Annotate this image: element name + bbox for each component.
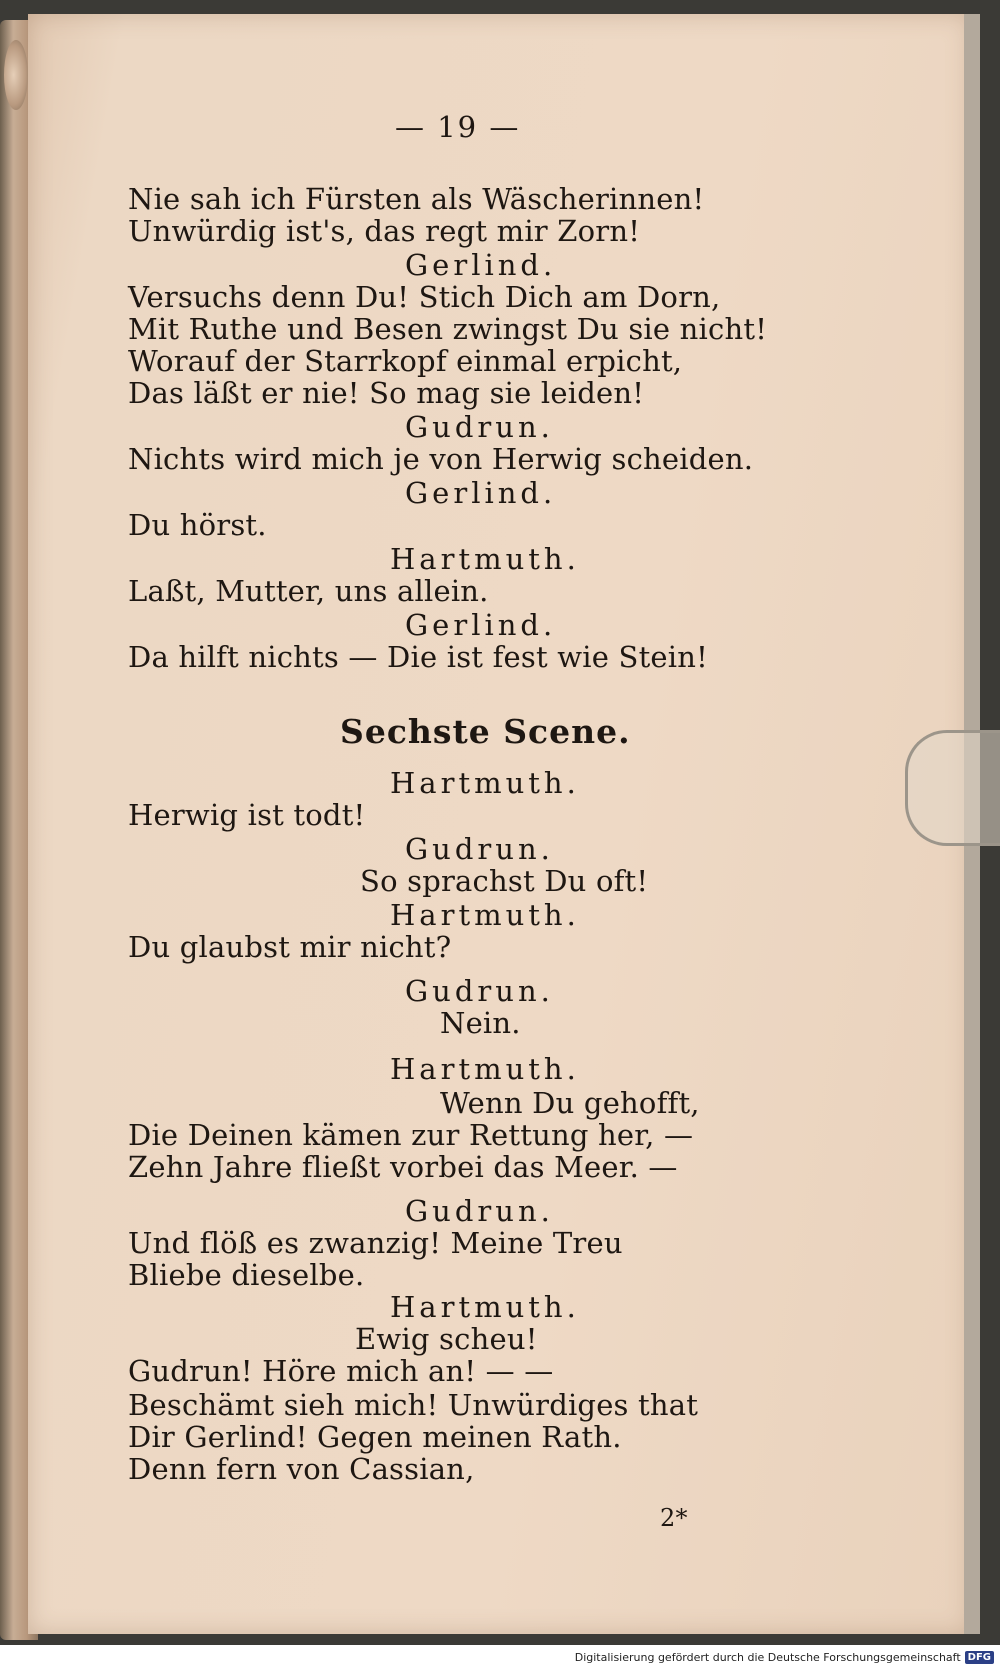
verse-line: Worauf der Starrkopf einmal erpicht,: [128, 344, 683, 378]
speaker-name: Hartmuth.: [390, 1290, 580, 1324]
speaker-name: Gudrun.: [405, 1194, 554, 1228]
verse-line: Unwürdig ist's, das regt mir Zorn!: [128, 214, 641, 248]
verse-line: Zehn Jahre fließt vorbei das Meer. —: [128, 1150, 678, 1184]
speaker-name: Hartmuth.: [390, 766, 580, 800]
verse-line: Laßt, Mutter, uns allein.: [128, 574, 489, 608]
verse-line: Beschämt sieh mich! Unwürdiges that: [128, 1388, 699, 1422]
speaker-name: Gerlind.: [405, 476, 557, 510]
verse-line: So sprachst Du oft!: [360, 864, 649, 898]
verse-line: Du hörst.: [128, 508, 267, 542]
verse-line: Du glaubst mir nicht?: [128, 930, 452, 964]
speaker-name: Gerlind.: [405, 248, 557, 282]
speaker-name: Gerlind.: [405, 608, 557, 642]
verse-line: Wenn Du gehofft,: [440, 1086, 700, 1120]
signature-mark: 2*: [660, 1504, 688, 1532]
verse-line: Herwig ist todt!: [128, 798, 366, 832]
verse-line: Gudrun! Höre mich an! — —: [128, 1354, 554, 1388]
speaker-name: Hartmuth.: [390, 898, 580, 932]
verse-line: Da hilft nichts — Die ist fest wie Stein!: [128, 640, 708, 674]
page-number: — 19 —: [395, 110, 521, 144]
scene-heading: Sechste Scene.: [340, 712, 631, 751]
page-curl: [4, 40, 28, 110]
credit-text: Digitalisierung gefördert durch die Deutsche Forschungsgemeinschaft: [574, 1651, 961, 1664]
dfg-logo-icon: DFG: [965, 1651, 994, 1664]
speaker-name: Gudrun.: [405, 974, 554, 1008]
page-clip: [905, 730, 1000, 846]
verse-line: Bliebe dieselbe.: [128, 1258, 365, 1292]
verse-line: Die Deinen kämen zur Rettung her, —: [128, 1118, 694, 1152]
speaker-name: Hartmuth.: [390, 542, 580, 576]
verse-line: Denn fern von Cassian,: [128, 1452, 475, 1486]
funding-credit: [575, 1651, 994, 1664]
verse-line: Das läßt er nie! So mag sie leiden!: [128, 376, 645, 410]
speaker-name: Gudrun.: [405, 410, 554, 444]
verse-line: Versuchs denn Du! Stich Dich am Dorn,: [128, 280, 721, 314]
speaker-name: Hartmuth.: [390, 1052, 580, 1086]
verse-line: Ewig scheu!: [355, 1322, 538, 1356]
verse-line: Mit Ruthe und Besen zwingst Du sie nicht!: [128, 312, 768, 346]
verse-line: Nichts wird mich je von Herwig scheiden.: [128, 442, 754, 476]
speaker-name: Gudrun.: [405, 832, 554, 866]
footer-band: [0, 1645, 1000, 1667]
verse-line: Nein.: [440, 1006, 521, 1040]
verse-line: Dir Gerlind! Gegen meinen Rath.: [128, 1420, 622, 1454]
verse-line: Und flöß es zwanzig! Meine Treu: [128, 1226, 623, 1260]
verse-line: Nie sah ich Fürsten als Wäscherinnen!: [128, 182, 705, 216]
